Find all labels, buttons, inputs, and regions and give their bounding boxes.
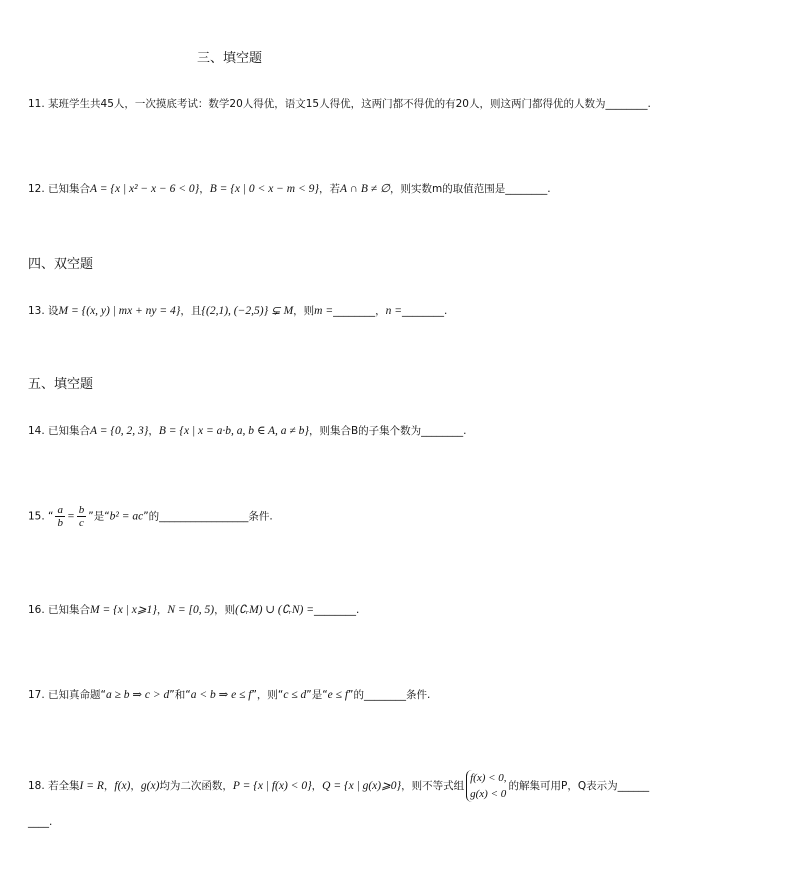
q13-text-1: 13. 设 [28, 305, 59, 317]
q17-text-3: ”，则“ [251, 689, 284, 701]
q18-set-q: Q = {x | g(x)⩾0} [322, 780, 402, 792]
q12-set-b: B = {x | 0 < x − m < 9} [209, 183, 319, 195]
q18-set-p: P = {x | f(x) < 0} [232, 780, 312, 792]
q17-prop-2: a < b ⇒ e ≤ f [190, 689, 252, 701]
q17-cond-2: e ≤ f [327, 689, 349, 701]
q12-text-4: ，则实数m的取值范围是________. [389, 183, 551, 195]
q16-set-m: M = {x | x⩾1} [90, 604, 157, 616]
q16-text-1: 16. 已知集合 [28, 604, 91, 616]
q12-set-a: A = {x | x² − x − 6 < 0} [90, 183, 200, 195]
section-heading-fill-in-3: 三、填空题 [197, 51, 263, 66]
q18-universal-set: I = R [79, 780, 104, 792]
q18-text-1: 18. 若全集 [28, 780, 80, 792]
question-16 [28, 603, 359, 617]
q18-f: f(x) [114, 780, 131, 792]
q16-text-3: ，则 [214, 604, 236, 616]
q18-text-3: ， [130, 780, 141, 792]
q18-system-line-1: f(x) < 0, [470, 772, 507, 784]
q15-equation: b² = ac [109, 510, 144, 523]
q13-n-eq: n = [385, 305, 402, 317]
q18-answer-blank-continuation: ____. [28, 816, 53, 828]
q14-text-2: ， [148, 425, 159, 437]
q18-text-4: 均为二次函数， [159, 780, 233, 792]
q17-text-2: ”和“ [169, 689, 191, 701]
q15-fraction-a-b [55, 504, 65, 529]
q16-expression: (∁ᵣM) ∪ (∁ᵣN) = [235, 604, 314, 616]
section-heading-double-blank: 四、双空题 [28, 257, 94, 272]
q12-text-2: ， [199, 183, 210, 195]
q12-condition: A ∩ B ≠ ∅ [339, 183, 390, 195]
question-13 [28, 304, 447, 318]
question-17 [28, 688, 430, 702]
question-15 [28, 504, 273, 529]
q15-text-2: ”是“ [88, 510, 110, 523]
q17-text-5: ”的________条件. [348, 689, 431, 701]
q15-fraction-b-c [77, 504, 87, 529]
question-14 [28, 424, 467, 438]
section-heading-fill-in-5: 五、填空题 [28, 377, 94, 392]
q18-g: g(x) [140, 780, 160, 792]
q18-text-2: ， [103, 780, 115, 792]
question-18 [28, 770, 649, 802]
q13-blank-m: ________， [333, 305, 386, 317]
q15-frac1-den: b [57, 517, 63, 529]
q15-text-3: ”的_________________条件. [143, 510, 273, 523]
q12-text-1: 12. 已知集合 [28, 183, 91, 195]
question-11: 11. 某班学生共45人，一次摸底考试：数学20人得优，语文15人得优，这两门都不得优的有20人，则这两门都得优的人数为________. [28, 98, 651, 110]
q17-text-4: ”是“ [306, 689, 328, 701]
q14-set-a: A = {0, 2, 3} [90, 425, 149, 437]
q13-text-3: ，则 [293, 305, 315, 317]
q18-system-line-2: g(x) < 0 [470, 788, 507, 800]
q18-text-7: 的解集可用P，Q表示为______ [508, 780, 650, 792]
q18-text-6: ，则不等式组 [401, 780, 465, 792]
q12-text-3: ，若 [318, 183, 340, 195]
q18-inequality-system [466, 770, 506, 802]
q18-text-5: ， [311, 780, 323, 792]
q14-set-b: B = {x | x = a·b, a, b ∈ A, a ≠ b} [158, 425, 309, 437]
q15-equals: = [66, 510, 75, 523]
q13-text-2: ，且 [180, 305, 202, 317]
q13-set-m: M = {(x, y) | mx + ny = 4} [58, 305, 181, 317]
q13-blank-n: ________. [402, 305, 448, 317]
q17-text-1: 17. 已知真命题“ [28, 689, 106, 701]
q15-frac1-num: a [57, 504, 63, 516]
question-12 [28, 182, 551, 196]
q14-text-1: 14. 已知集合 [28, 425, 91, 437]
q14-text-3: ，则集合B的子集个数为________. [308, 425, 467, 437]
q15-frac2-den: c [79, 517, 84, 529]
q17-prop-1: a ≥ b ⇒ c > d [105, 689, 170, 701]
q17-cond-1: c ≤ d [283, 689, 307, 701]
q13-subset: {(2,1), (−2,5)} ⊊ M [201, 305, 294, 317]
q15-text-1: 15. “ [28, 510, 54, 523]
q16-set-n: N = [0, 5) [167, 604, 215, 616]
q15-frac2-num: b [78, 504, 85, 516]
q16-text-2: ， [156, 604, 168, 616]
q13-m-eq: m = [314, 305, 334, 317]
q16-text-4: ________. [313, 604, 360, 616]
